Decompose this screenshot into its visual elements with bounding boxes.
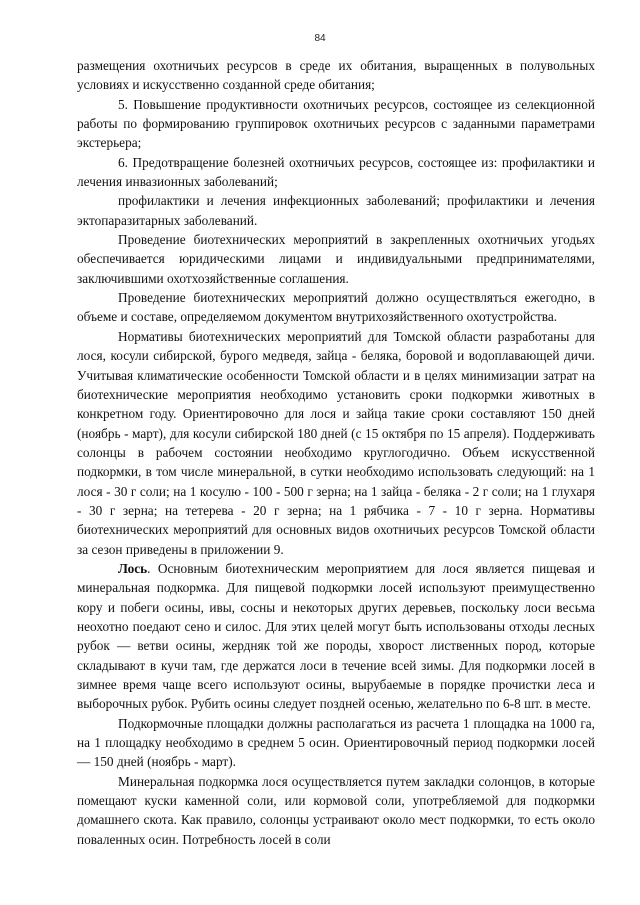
paragraph: Проведение биотехнических мероприятий в закрепленных охотничьих угодьях обеспечивается юридическими лицами и индивидуальными предпринимателями, заключившими охотхозяйственные соглашения. bbox=[77, 232, 595, 286]
paragraph: профилактики и лечения инфекционных заболеваний; профилактики и лечения эктопаразитарных заболеваний. bbox=[77, 193, 595, 228]
paragraph: Проведение биотехнических мероприятий должно осуществляться ежегодно, в объеме и составе, определяемом документом внутрихозяйственного охотустройства. bbox=[77, 290, 595, 325]
paragraph: размещения охотничьих ресурсов в среде их обитания, выращенных в полувольных условиях и искусственно созданной среде обитания; bbox=[77, 58, 595, 93]
page-number: 84 bbox=[314, 33, 326, 44]
paragraph: Минеральная подкормка лося осуществляется путем закладки солонцов, в которые помещают куски каменной соли, или кормовой соли, употребляемой для подкормки домашнего скота. Как правило, солонцы устраивают около мест подкормки, то есть около поваленных осин. Потребность лосей в соли bbox=[77, 773, 595, 847]
moose-paragraph bbox=[77, 559, 595, 714]
moose-text: . Основным биотехническим мероприятием для лося является пищевая и минеральная подкормка. Для пищевой подкормки лосей используют преимущественно кору и побеги осины, ивы, сосны и некоторых других деревьев, поскольку лоси весьма неохотно поедают сено и силос. Для этих целей могут быть использованы отходы лесных рубок — ветви осины, жердняк той же породы, хворост лиственных пород, которые складывают в кучи там, где держатся лоси в течение всей зимы. Для подкормки лосей в зимнее время чаще всего используют осины, вырубаемые в порядке прочистки леса и выборочных рубок. Рубить осины следует поздней осенью, желательно по 6-8 шт. в месте. bbox=[77, 560, 595, 712]
paragraph: 6. Предотвращение болезней охотничьих ресурсов, состоящее из: профилактики и лечения инвазионных заболеваний; bbox=[77, 154, 595, 190]
paragraph: 5. Повышение продуктивности охотничьих ресурсов, состоящее из селекционной работы по формированию группировок охотничьих ресурсов с заданными параметрами экстерьера; bbox=[77, 96, 595, 151]
paragraph: Подкормочные площадки должны располагаться из расчета 1 площадка на 1000 га, на 1 площадку необходимо в среднем 5 осин. Ориентировочный период подкормки лосей — 150 дней (ноябрь - март). bbox=[77, 715, 595, 770]
moose-heading: Лось bbox=[118, 560, 148, 576]
paragraph: Нормативы биотехнических мероприятий для Томской области разработаны для лося, косули сибирской, бурого медведя, зайца - беляка, боровой и водоплавающей дичи. Учитывая климатические особенности Томской области и в целях минимизации затрат на биотехнические мероприятия необходимо установить сроки подкормки животных в конкретном году. Ориентировочно для лося и зайца такие сроки составляют 150 дней (ноябрь - март), для косули сибирской 180 дней (с 15 октября по 15 апреля). Поддерживать солонцы в рабочем состоянии необходимо круглогодично. Объем искусственной подкормки, в том числе минеральной, в сутки необходимо использовать следующий: на 1 лося - 30 г соли; на 1 косулю - 100 - 500 г зерна; на 1 зайца - беляка - 2 г соли; на 1 глухаря - 30 г зерна; на тетерева - 20 г зерна; на 1 рябчика - 7 - 10 г зерна. Нормативы биотехнических мероприятий для основных видов охотничьих ресурсов Томской области за сезон приведены в приложении 9. bbox=[77, 328, 595, 557]
page-body bbox=[77, 56, 595, 849]
